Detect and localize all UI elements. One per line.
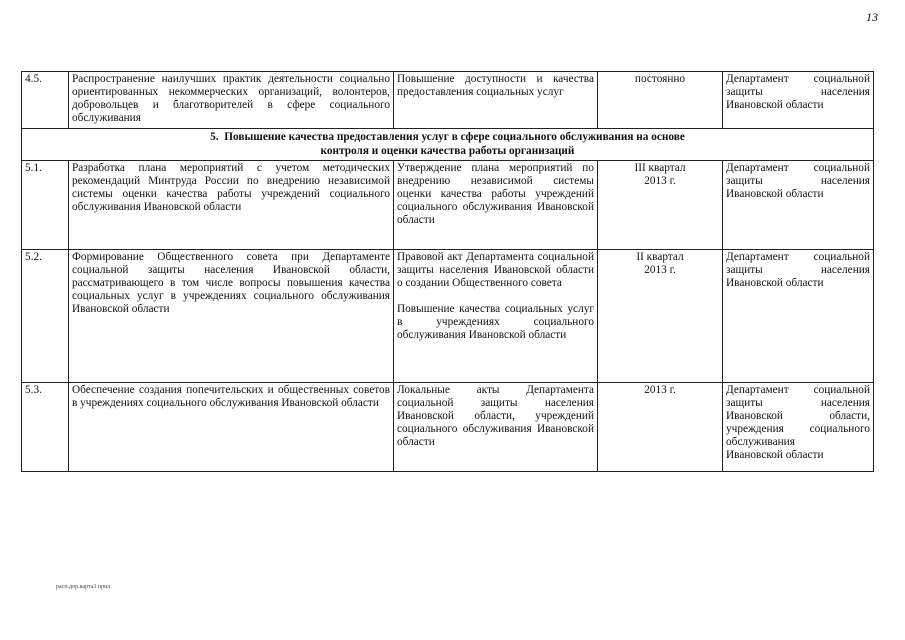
term-line: 2013 г. <box>644 264 676 276</box>
footer-file-label: расп.дор.карта3 прил <box>56 584 111 590</box>
section-number: 5. <box>210 131 219 143</box>
result-part: Повышение качества социальных услуг в учреждениях социального обслуживания Ивановской области <box>397 303 594 341</box>
term-cell: постоянно <box>598 72 723 129</box>
executor-cell: Департамент социальной защиты населения Ивановской области <box>723 250 874 383</box>
section-title-line1: Повышение качества предоставления услуг в сфере социального обслуживания на основе <box>224 131 685 143</box>
result-cell: Локальные акты Департамента социальной защиты населения Ивановской области, учреждений социального обслуживания Ивановской области <box>394 383 598 472</box>
term-line: II квартал <box>636 251 684 263</box>
term-cell <box>598 250 723 383</box>
executor-part: Ивановской области <box>726 449 824 461</box>
table-row <box>22 383 874 472</box>
page-number: 13 <box>866 10 878 24</box>
result-part: Правовой акт Департамента социальной защиты населения Ивановской области о создании Общественного совета <box>397 251 594 289</box>
term-line: 2013 г. <box>644 175 676 187</box>
term-cell: 2013 г. <box>598 383 723 472</box>
result-cell <box>394 250 598 383</box>
executor-cell <box>723 383 874 472</box>
row-number: 5.3. <box>22 383 69 472</box>
row-number: 5.2. <box>22 250 69 383</box>
table-row <box>22 161 874 250</box>
table-row <box>22 72 874 129</box>
table-row <box>22 250 874 383</box>
executor-cell: Департамент социальной защиты населения Ивановской области <box>723 161 874 250</box>
measure-cell: Разработка плана мероприятий с учетом методических рекомендаций Минтруда России по внедрению независимой системы оценки качества работы учреждений социального обслуживания Ивановской области <box>69 161 394 250</box>
roadmap-table <box>21 71 874 472</box>
measure-cell: Обеспечение создания попечительских и общественных советов в учреждениях социального обслуживания Ивановской области <box>69 383 394 472</box>
result-cell: Утверждение плана мероприятий по внедрению независимой системы оценки качества работы учреждений социального обслуживания Ивановской области <box>394 161 598 250</box>
executor-cell: Департамент социальной защиты населения Ивановской области <box>723 72 874 129</box>
term-cell <box>598 161 723 250</box>
term-line: III квартал <box>634 162 686 174</box>
section-header-row <box>22 129 874 161</box>
executor-part: Департамент социальной защиты населения Ивановской области, учреждения социального обслуживания <box>726 384 870 448</box>
section-5-title <box>22 129 874 161</box>
measure-cell: Формирование Общественного совета при Департаменте социальной защиты населения Ивановской области, рассматривающего в том числе вопросы повышения качества социальных услуг в учреждениях социального обслуживания Ивановской области <box>69 250 394 383</box>
result-cell: Повышение доступности и качества предоставления социальных услуг <box>394 72 598 129</box>
row-number: 5.1. <box>22 161 69 250</box>
row-number: 4.5. <box>22 72 69 129</box>
measure-cell: Распространение наилучших практик деятельности социально ориентированных некоммерческих организаций, волонтеров, добровольцев и благотворителей в сфере социального обслуживания <box>69 72 394 129</box>
section-title-line2: контроля и оценки качества работы организаций <box>320 145 575 157</box>
